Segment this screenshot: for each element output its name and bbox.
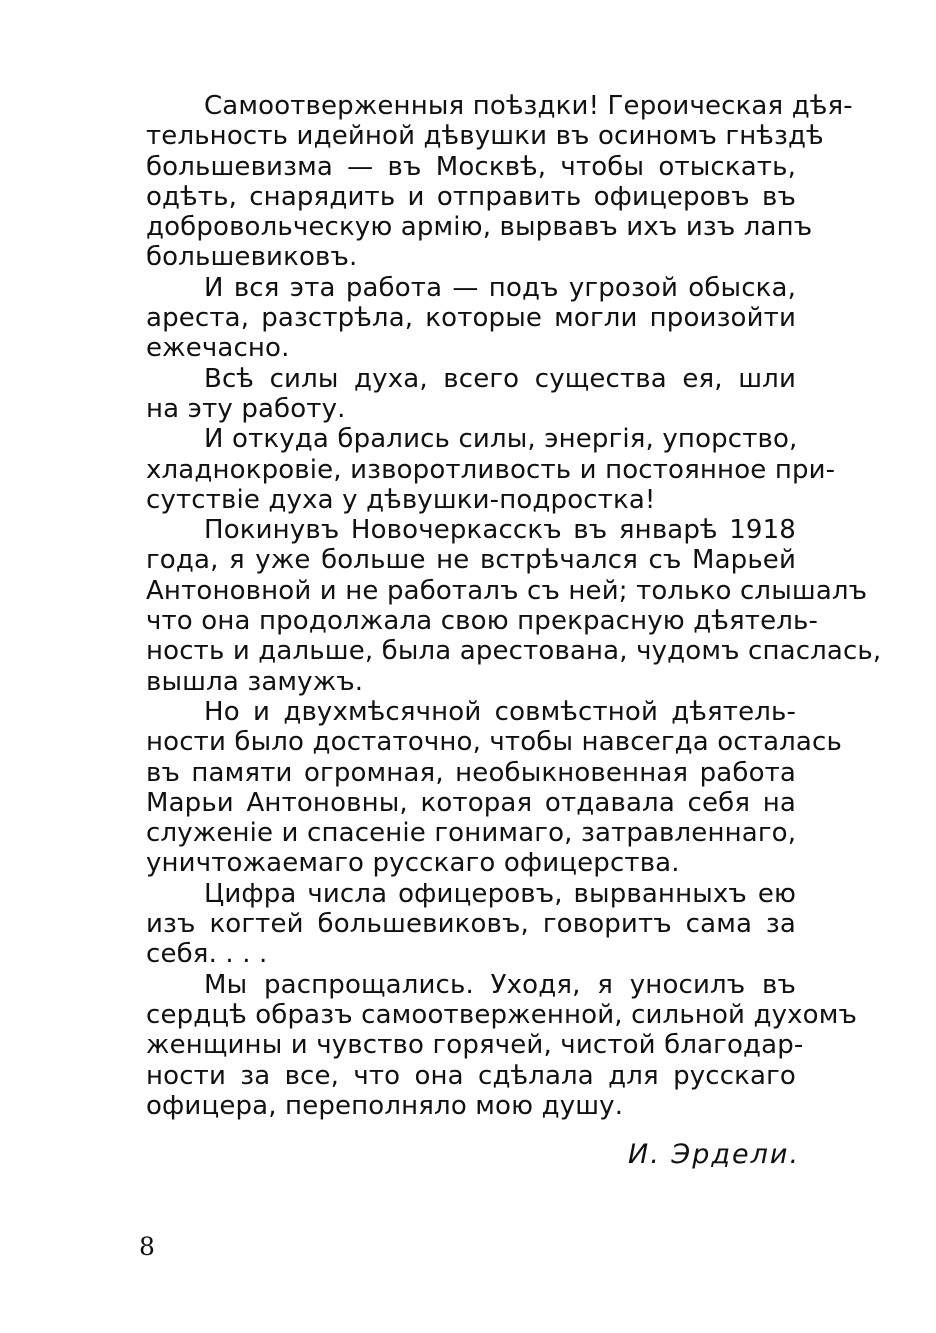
- text-line: Покинувъ Новочеркасскъ въ январѣ 1918: [204, 515, 796, 546]
- paragraph-1: [146, 91, 853, 273]
- body-text: [146, 91, 882, 1121]
- text-line: Марьи Антоновны, которая отдавала себя на: [146, 787, 796, 818]
- text-line: Самоотверженныя поѣздки! Героическая дѣя-: [204, 91, 853, 121]
- text-line: на эту работу.: [146, 393, 346, 424]
- text-line: большевизма — въ Москвѣ, чтобы отыскать,: [146, 151, 796, 182]
- text-line: изъ когтей большевиковъ, говоритъ сама за: [146, 909, 796, 940]
- text-line: ности было достаточно, чтобы навсегда осталась: [146, 727, 842, 758]
- text-line: Всѣ силы духа, всего существа ея, шли: [204, 363, 796, 394]
- paragraph-6: [146, 696, 842, 879]
- text-line: ности за все, что она сдѣлала для русскаго: [146, 1060, 796, 1091]
- text-line: Но и двухмѣсячной совмѣстной дѣятель-: [204, 696, 796, 727]
- paragraph-5: [146, 515, 882, 697]
- page-number: 8: [139, 1232, 155, 1261]
- text-line: года, я уже больше не встрѣчался съ Марьей: [146, 545, 796, 576]
- text-line: что она продолжала свою прекрасную дѣятель-: [146, 606, 819, 637]
- text-line: сердцѣ образъ самоотверженной, сильной духомъ: [146, 999, 858, 1030]
- text-line: сутствіе духа у дѣвушки-подростка!: [146, 484, 656, 515]
- text-line: офицера, переполняло мою душу.: [146, 1090, 624, 1121]
- text-line: въ памяти огромная, необыкновенная работа: [146, 757, 796, 788]
- paragraph-4: [146, 424, 836, 515]
- text-line: женщины и чувство горячей, чистой благодар-: [146, 1030, 804, 1061]
- text-line: одѣть, снарядить и отправить офицеровъ въ: [146, 181, 796, 212]
- text-line: ареста, разстрѣла, которые могли произойти: [146, 303, 796, 334]
- paragraph-8: [146, 969, 858, 1121]
- paragraph-3: [146, 364, 796, 425]
- text-line: добровольческую армію, вырвавъ ихъ изъ лапъ: [146, 212, 813, 243]
- text-line: тельность идейной дѣвушки въ осиномъ гнѣздѣ: [146, 121, 824, 152]
- text-line: ность и дальше, была арестована, чудомъ спаслась,: [146, 636, 882, 667]
- text-line: И откуда брались силы, энергія, упорство,: [204, 424, 798, 455]
- text-line: служеніе и спасеніе гонимаго, затравленнаго,: [146, 818, 797, 849]
- text-line: большевиковъ.: [146, 242, 358, 273]
- text-line: себя. . . .: [146, 939, 268, 970]
- text-line: хладнокровіе, изворотливость и постоянное при-: [146, 454, 836, 485]
- text-line: уничтожаемаго русскаго офицерства.: [146, 848, 680, 879]
- text-line: Мы распрощались. Уходя, я уносилъ въ: [204, 969, 796, 1000]
- text-line: Антоновной и не работалъ съ ней; только слышалъ: [146, 575, 868, 606]
- text-line: Цифра числа офицеровъ, вырванныхъ ею: [204, 878, 796, 909]
- author-signature: И. Эрдели.: [628, 1139, 801, 1170]
- text-line: И вся эта работа — подъ угрозой обыска,: [204, 272, 796, 303]
- paragraph-2: [146, 273, 796, 364]
- text-line: ежечасно.: [146, 333, 290, 364]
- paragraph-7: [146, 879, 796, 970]
- text-line: вышла замужъ.: [146, 666, 364, 697]
